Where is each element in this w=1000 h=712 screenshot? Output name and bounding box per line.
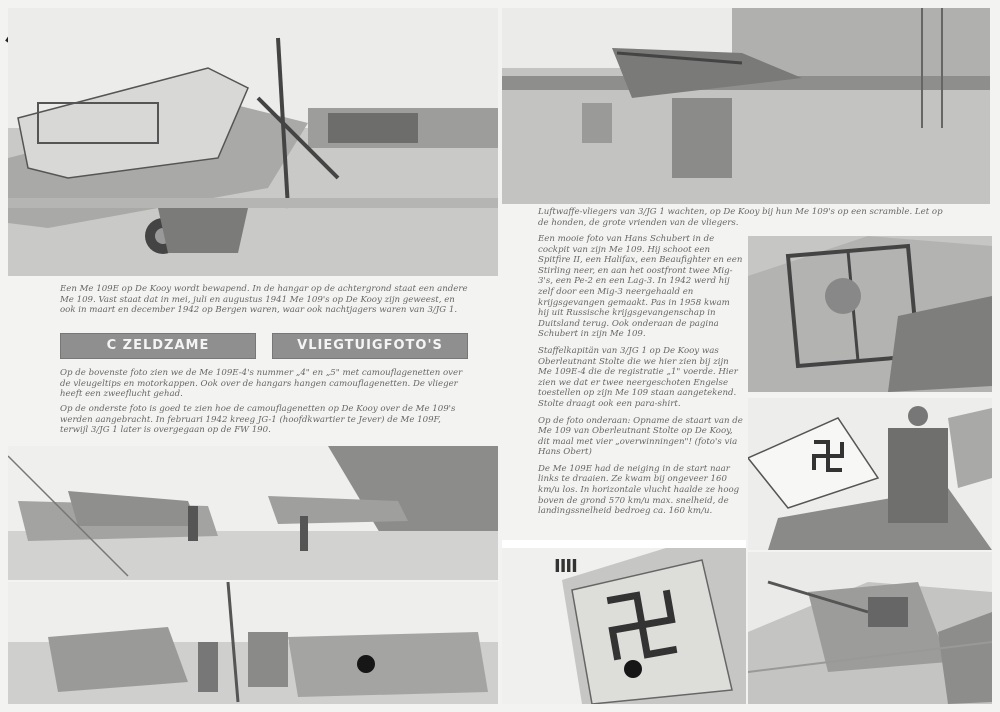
photo-camouflage-nets <box>8 582 498 704</box>
photo-schubert-me109 <box>748 552 992 704</box>
photo-scramble-pilots <box>502 8 990 204</box>
photo-me109-armed <box>8 8 498 276</box>
text-column <box>538 234 743 523</box>
photo-camouflaged-row <box>8 446 498 580</box>
paragraph-performance: De Me 109E had de neiging in de start naar links te draaien. Ze kwam bij ongeveer 160 km/u los. In horizontale vlucht haalde ze hoog boven de grond 570 km/u max. snelheid, de landingssnelheid bedroeg ca. 160 km/u. <box>538 463 740 517</box>
paragraph-tail-photo: Op de foto onderaan: Opname de staart van de Me 109 van Oberleutnant Stolte op De Kooy, dit maal met vier „overwinningen"! (foto's via Hans Obert) <box>538 415 743 458</box>
paragraph-upper-photo: Op de bovenste foto zien we de Me 109E-4's nummer „4" en „5" met camouflagenetten over de vleugeltips en motorkappen. Ook over de hangars hangen camouflagenetten. De vlieger heeft een zweeflucht gehad. <box>60 368 463 400</box>
top-right-caption: Luftwaffe-vliegers van 3/JG 1 wachten, op De Kooy bij hun Me 109's op een scramble. Let op de honden, de grote vrienden van de vliegers. <box>538 207 943 228</box>
paragraph-lower-photo: Op de onderste foto is goed te zien hoe de camouflagenetten op De Kooy over de Me 109's werden aangebracht. In februari 1942 kreeg JG-1 (hoofdkwartier te Jever) de Me 109F, terwijl 3/JG 1 later is overgegaan op de FW 190. <box>60 404 456 436</box>
title-banner-right: VLIEGTUIGFOTO'S <box>272 333 468 359</box>
paragraph-schubert: Een mooie foto van Hans Schubert in de cockpit van zijn Me 109. Hij schoot een Spitfire II, een Halifax, een Beaufighter en een Stirling neer, en aan het oostfront twee Mig-3's, een Pe-2 en een Lag-3. In 1942 werd hij zelf door een Mig-3 neergehaald en krijgsgevangen gemaakt. Pas in 1958 kwam hij uit Russische krijgsgevangenschap in Duitsland terug. Ook onderaan de pagina Schubert in zijn Me 109. <box>538 234 743 340</box>
victory-marks: IIII <box>554 556 577 577</box>
photo-tail-victories <box>502 540 746 704</box>
photo-schubert-cockpit <box>748 236 992 392</box>
paragraph-stolte: Staffelkapitän van 3/JG 1 op De Kooy was Oberleutnant Stolte die we hier zien bij zijn Me 109E-4 die de registratie „1" voerde. Hier zien we dat er twee neergeschoten Engelse toestellen op zijn Me 109 staan aangetekend. Stolte draagt ook een para-shirt. <box>538 345 738 409</box>
left-caption: Een Me 109E op De Kooy wordt bewapend. In de hangar op de achtergrond staat een andere Me 109. Vast staat dat in mei, juli en augustus 1941 Me 109's op De Kooy zijn geweest, en ook in maart en december 1942 op Bergen waren, waar ook nachtjagers waren van 3/JG 1. <box>60 284 468 316</box>
punch-hole-right <box>624 660 642 678</box>
punch-hole-left <box>357 655 375 673</box>
title-banner-left: C ZELDZAME <box>60 333 256 359</box>
photo-stolte-tail <box>748 398 992 550</box>
